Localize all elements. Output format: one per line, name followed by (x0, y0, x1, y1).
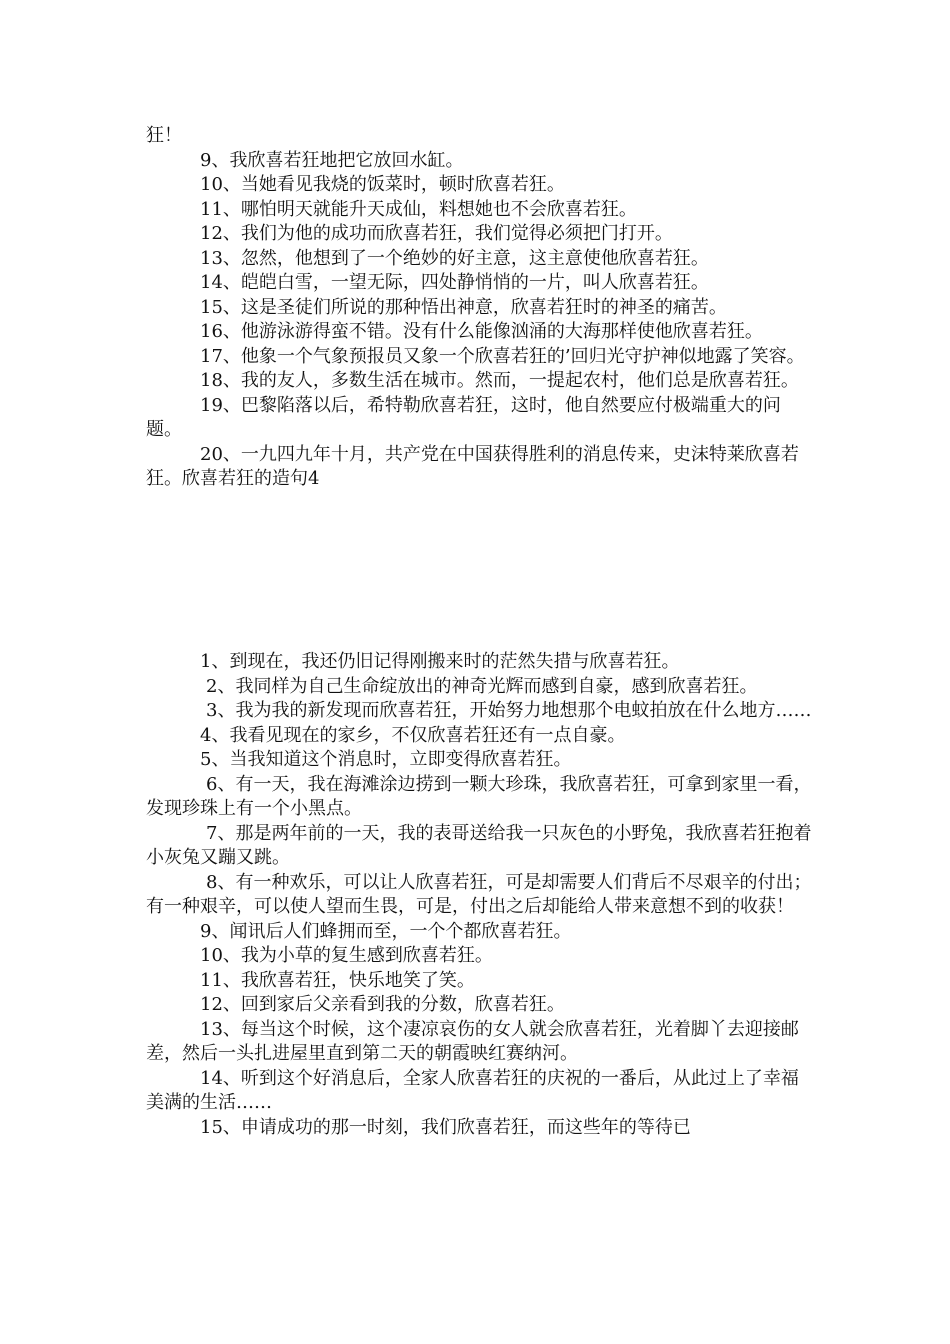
paragraph: 3、我为我的新发现而欣喜若狂，开始努力地想那个电蚊拍放在什么地方…… (206, 700, 812, 721)
paragraph: 6、有一天，我在海滩涂边捞到一颗大珍珠，我欣喜若狂，可拿到家里一看，发现珍珠上有一个小黑点。 (146, 773, 812, 819)
paragraph: 8、有一种欢乐，可以让人欣喜若狂，可是却需要人们背后不尽艰辛的付出；有一种艰辛，可以使人望而生畏，可是，付出之后却能给人带来意想不到的收获！ (146, 871, 812, 917)
paragraph: 11、我欣喜若狂，快乐地笑了笑。 (200, 969, 475, 991)
paragraph: 20、一九四九年十月，共产党在中国获得胜利的消息传来，史沫特莱欣喜若狂。欣喜若狂的造句4 (146, 443, 799, 489)
paragraph: 16、他游泳游得蛮不错。没有什么能像汹涌的大海那样使他欣喜若狂。 (200, 321, 763, 342)
paragraph: 15、这是圣徒们所说的那种悟出神意，欣喜若狂时的神圣的痛苦。 (200, 296, 727, 318)
paragraph: 13、每当这个时候，这个凄凉哀伤的女人就会欣喜若狂，光着脚丫去迎接邮差，然后一头扎进屋里直到第二天的朝霞映红赛纳河。 (146, 1018, 799, 1064)
paragraph: 17、他象一个气象预报员又象一个欣喜若狂的’回归光守护神似地露了笑容。 (200, 345, 805, 367)
paragraph: 18、我的友人，多数生活在城市。然而，一提起农村，他们总是欣喜若狂。 (200, 370, 799, 391)
paragraph: 12、回到家后父亲看到我的分数，欣喜若狂。 (200, 994, 565, 1015)
paragraph: 14、皑皑白雪，一望无际，四处静悄悄的一片，叫人欣喜若狂。 (200, 272, 709, 293)
paragraph: 5、当我知道这个消息时，立即变得欣喜若狂。 (200, 749, 572, 770)
paragraph: 7、那是两年前的一天，我的表哥送给我一只灰色的小野兔，我欣喜若狂抱着小灰兔又蹦又跳。 (146, 822, 812, 868)
paragraph: 2、我同样为自己生命绽放出的神奇光辉而感到自豪，感到欣喜若狂。 (206, 675, 758, 697)
paragraph: 狂！ (146, 125, 182, 146)
bottom-section (146, 650, 816, 1140)
paragraph: 15、申请成功的那一时刻，我们欣喜若狂，而这些年的等待已 (200, 1116, 691, 1138)
top-section (146, 124, 816, 492)
paragraph: 10、当她看见我烧的饭菜时，顿时欣喜若狂。 (200, 174, 565, 195)
paragraph: 11、哪怕明天就能升天成仙，料想她也不会欣喜若狂。 (200, 198, 637, 220)
paragraph: 19、巴黎陷落以后，希特勒欣喜若狂，这时，他自然要应付极端重大的问题。 (146, 394, 781, 440)
paragraph: 14、听到这个好消息后，全家人欣喜若狂的庆祝的一番后，从此过上了幸福美满的生活…… (146, 1067, 799, 1113)
paragraph: 9、我欣喜若狂地把它放回水缸。 (200, 149, 464, 171)
paragraph: 1、到现在，我还仍旧记得刚搬来时的茫然失措与欣喜若狂。 (200, 651, 680, 672)
paragraph: 9、闻讯后人们蜂拥而至，一个个都欣喜若狂。 (200, 920, 572, 942)
paragraph: 13、忽然，他想到了一个绝妙的好主意，这主意使他欣喜若狂。 (200, 247, 709, 269)
paragraph: 12、我们为他的成功而欣喜若狂，我们觉得必须把门打开。 (200, 223, 673, 244)
paragraph: 10、我为小草的复生感到欣喜若狂。 (200, 945, 493, 966)
paragraph: 4、我看见现在的家乡，不仅欣喜若狂还有一点自豪。 (200, 724, 626, 746)
